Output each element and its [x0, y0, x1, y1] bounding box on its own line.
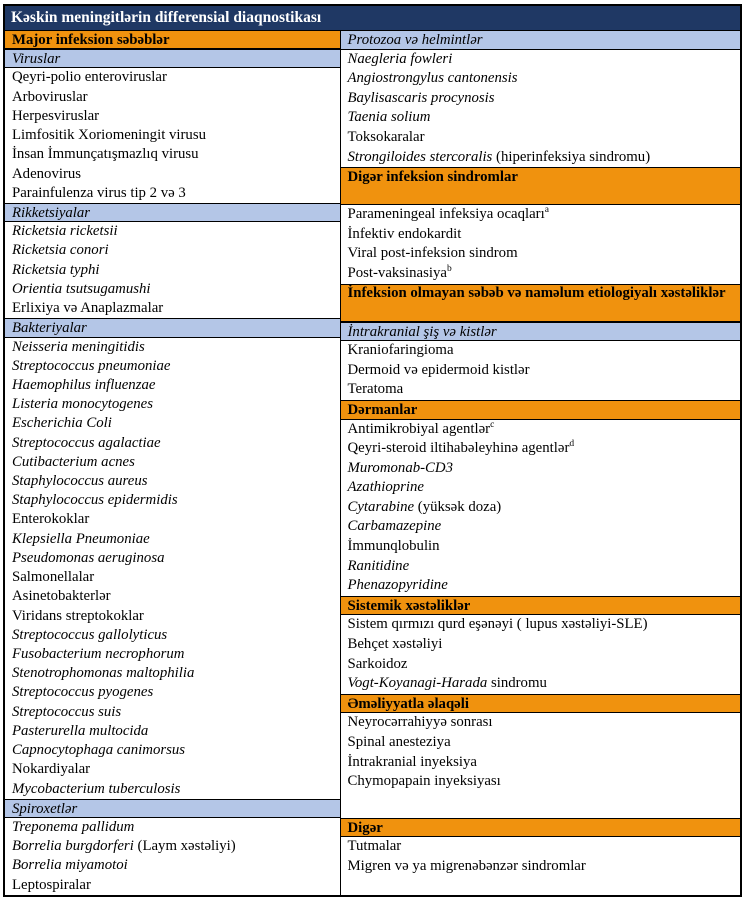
- table-row: [341, 361, 741, 381]
- table-row: [341, 459, 741, 479]
- table-row: [5, 472, 340, 491]
- section-header: [341, 30, 741, 50]
- table-row: [5, 280, 340, 299]
- row-text: Muromonab-CD3: [347, 459, 453, 476]
- table-row: [5, 856, 340, 875]
- table-row: [5, 587, 340, 606]
- row-text: Borrelia miyamotoi: [12, 857, 128, 874]
- footnote-marker: c: [490, 419, 495, 430]
- table-row: [5, 607, 340, 626]
- section-header: [341, 322, 741, 342]
- table-body: [5, 30, 740, 895]
- table-row: [341, 753, 741, 773]
- row-text: Streptococcus suis: [12, 703, 122, 720]
- row-text: Staphylococcus epidermidis: [12, 492, 178, 509]
- table-row: [341, 205, 741, 225]
- table-row: [5, 357, 340, 376]
- table-row: [5, 491, 340, 510]
- table-row: [341, 655, 741, 675]
- table-row: [341, 244, 741, 264]
- row-text: Naegleria fowleri: [347, 50, 453, 67]
- table-row: [341, 837, 741, 857]
- row-text: Limfositik Xoriomeningit virusu: [12, 127, 206, 144]
- diagnostics-table: [3, 4, 742, 897]
- row-text: Enterokoklar: [12, 511, 90, 528]
- row-text: Sistem qırmızı qurd eşənəyi ( lupus xəstəliyi-SLE): [347, 616, 648, 633]
- row-text: Streptococcus gallolyticus: [12, 626, 168, 643]
- table-row: [341, 225, 741, 245]
- table-row: [5, 818, 340, 837]
- table-row: [341, 420, 741, 440]
- table-row: [5, 530, 340, 549]
- row-text: Dermoid və epidermoid kistlər: [347, 361, 530, 378]
- row-text: Viruslar: [12, 51, 61, 68]
- row-text: İnfektiv endokardit: [347, 225, 462, 242]
- table-row: [341, 380, 741, 400]
- section-header: [341, 167, 741, 205]
- table-row: [341, 341, 741, 361]
- section-header: [5, 318, 340, 337]
- row-text: Arboviruslar: [12, 88, 88, 105]
- row-text: Streptococcus agalactiae: [12, 434, 161, 451]
- row-text: Cutibacterium acnes: [12, 453, 135, 470]
- row-text: Antimikrobiyal agentlər: [347, 420, 491, 437]
- table-row: [341, 89, 741, 109]
- table-row: [341, 148, 741, 168]
- table-row: [5, 434, 340, 453]
- empty-row: [341, 792, 741, 818]
- row-text: Neisseria meningitidis: [12, 338, 145, 355]
- table-row: [5, 414, 340, 433]
- row-text: Nokardiyalar: [12, 761, 91, 778]
- section-header: [5, 30, 340, 49]
- row-text: Teratoma: [347, 381, 404, 398]
- row-text: Streptococcus pyogenes: [12, 684, 154, 701]
- section-header: [341, 694, 741, 714]
- row-text: (Laym xəstəliyi): [133, 838, 236, 855]
- row-text: Baylisascaris procynosis: [347, 89, 495, 106]
- section-header: [341, 284, 741, 322]
- table-row: [341, 439, 741, 459]
- table-row: [341, 50, 741, 70]
- table-row: [5, 780, 340, 799]
- row-text: Viral post-infeksion sindrom: [347, 245, 518, 262]
- row-text: Erlixiya və Anaplazmalar: [12, 300, 164, 317]
- row-text: Viridans streptokoklar: [12, 607, 144, 624]
- row-text: Carbamazepine: [347, 518, 442, 535]
- row-text: Behçet xəstəliyi: [347, 636, 443, 653]
- table-row: [341, 557, 741, 577]
- row-text: Ricketsia conori: [12, 242, 109, 259]
- table-row: [5, 107, 340, 126]
- row-text: Spiroxetlər: [12, 800, 78, 817]
- row-text: Bakteriyalar: [12, 320, 87, 337]
- table-row: [5, 837, 340, 856]
- row-text: Ranitidine: [347, 557, 410, 574]
- footnote-marker: d: [569, 439, 575, 450]
- table-row: [341, 674, 741, 694]
- table-row: [5, 126, 340, 145]
- table-row: [5, 453, 340, 472]
- table-row: [341, 615, 741, 635]
- row-text: Capnocytophaga canimorsus: [12, 742, 186, 759]
- row-text: Qeyri-polio enteroviruslar: [12, 69, 167, 86]
- table-row: [5, 645, 340, 664]
- row-text: Chymopapain inyeksiyası: [347, 773, 501, 790]
- row-text: Fusobacterium necrophorum: [12, 646, 185, 662]
- table-row: [5, 741, 340, 760]
- row-text: Vogt-Koyanagi-Harada: [347, 675, 488, 692]
- table-row: [5, 510, 340, 529]
- row-text: Post-vaksinasiya: [347, 264, 447, 281]
- row-text: Taenia solium: [347, 109, 431, 126]
- section-header: [341, 400, 741, 420]
- table-row: [5, 664, 340, 683]
- row-text: Sistemik xəstəliklər: [347, 597, 471, 614]
- section-header: [341, 596, 741, 616]
- row-text: Mycobacterium tuberculosis: [12, 780, 181, 797]
- row-text: Əməliyyatla əlaqəli: [347, 695, 469, 712]
- table-row: [341, 478, 741, 498]
- table-row: [341, 264, 741, 284]
- row-text: Neyrocərrahiyyə sonrası: [347, 714, 493, 731]
- row-text: Parainfulenza virus tip 2 və 3: [12, 184, 186, 201]
- row-text: Streptococcus pneumoniae: [12, 357, 171, 374]
- row-text: Spinal anesteziya: [347, 734, 451, 750]
- row-text: Klepsiella Pneumoniae: [12, 530, 150, 547]
- section-header: [341, 818, 741, 838]
- table-row: [5, 549, 340, 568]
- table-row: [5, 703, 340, 722]
- row-text: sindromu: [487, 675, 547, 692]
- row-text: Ricketsia ricketsii: [12, 223, 118, 240]
- table-row: [5, 395, 340, 414]
- row-text: Major infeksion səbəblər: [12, 32, 170, 48]
- row-text: Stenotrophomonas maltophilia: [12, 665, 195, 682]
- row-text: Ricketsia typhi: [12, 261, 100, 278]
- table-row: [5, 376, 340, 395]
- row-text: İntrakranial şiş və kistlər: [347, 323, 497, 340]
- row-text: Toksokaralar: [347, 128, 425, 145]
- row-text: Migren və ya migrenəbənzər sindromlar: [347, 857, 586, 874]
- row-text: İmmunqlobulin: [347, 538, 440, 555]
- row-text: İnfeksion olmayan səbəb və naməlum etiologiyalı xəstəliklər: [347, 284, 726, 301]
- row-text: Strongiloides stercoralis: [347, 148, 493, 165]
- row-text: Kraniofaringioma: [347, 342, 454, 359]
- row-text: Escherichia Coli: [12, 415, 112, 432]
- row-text: Sarkoidoz: [347, 655, 408, 672]
- table-title: Kəskin meningitlərin differensial diaqnostikası: [5, 6, 740, 30]
- row-text: Borrelia burgdorferi: [12, 838, 134, 855]
- table-row: [341, 498, 741, 518]
- table-row: [341, 517, 741, 537]
- table-row: [5, 683, 340, 702]
- row-text: Parameningeal infeksiya ocaqları: [347, 206, 545, 223]
- row-text: Protozoa və helmintlər: [347, 32, 483, 48]
- row-text: İnsan İmmunçatışmazlıq virusu: [12, 146, 199, 163]
- row-text: Dərmanlar: [347, 401, 418, 418]
- table-row: [5, 145, 340, 164]
- row-text: Tutmalar: [347, 838, 402, 855]
- footnote-marker: b: [446, 264, 452, 275]
- table-row: [5, 760, 340, 779]
- section-header: [5, 203, 340, 222]
- row-text: Qeyri-steroid iltihabəleyhinə agentlər: [347, 440, 570, 457]
- footnote-marker: a: [544, 205, 549, 216]
- section-header: [5, 49, 340, 68]
- table-row: [5, 241, 340, 260]
- row-text: (yüksək doza): [414, 498, 502, 515]
- table-row: [341, 635, 741, 655]
- left-column: [5, 30, 341, 895]
- table-row: [341, 128, 741, 148]
- row-text: Adenovirus: [12, 165, 82, 182]
- row-text: Phenazopyridine: [347, 577, 448, 594]
- row-text: Orientia tsutsugamushi: [12, 280, 151, 297]
- table-row: [5, 68, 340, 87]
- table-row: [341, 857, 741, 877]
- table-row: [5, 338, 340, 357]
- table-row: [5, 184, 340, 203]
- row-text: Angiostrongylus cantonensis: [347, 70, 518, 87]
- row-text: Haemophilus influenzae: [12, 376, 156, 393]
- row-text: Treponema pallidum: [12, 818, 135, 835]
- table-row: [341, 576, 741, 596]
- row-text: Rikketsiyalar: [12, 204, 91, 221]
- row-text: Asinetobakterlər: [12, 588, 111, 605]
- row-text: Azathioprine: [347, 479, 424, 496]
- table-row: [5, 299, 340, 318]
- row-text: Staphylococcus aureus: [12, 473, 148, 490]
- table-row: [5, 722, 340, 741]
- row-text: Cytarabine: [347, 498, 415, 515]
- table-row: [341, 713, 741, 733]
- table-row: [341, 69, 741, 89]
- row-text: Leptospiralar: [12, 876, 91, 893]
- section-header: [5, 799, 340, 818]
- row-text: Herpesviruslar: [12, 107, 100, 124]
- table-row: [341, 733, 741, 753]
- row-text: Pseudomonas aeruginosa: [12, 549, 165, 566]
- table-row: [5, 165, 340, 184]
- row-text: Digər: [347, 819, 383, 836]
- row-text: (hiperinfeksiya sindromu): [492, 148, 651, 165]
- row-text: Salmonellalar: [12, 569, 95, 586]
- table-row: [341, 537, 741, 557]
- table-row: [5, 88, 340, 107]
- table-row: [341, 108, 741, 128]
- table-row: [5, 261, 340, 280]
- row-text: Pasterurella multocida: [12, 722, 149, 739]
- table-row: [5, 222, 340, 241]
- row-text: Digər infeksion sindromlar: [347, 169, 518, 186]
- table-row: [341, 772, 741, 792]
- table-row: [5, 626, 340, 645]
- right-column: [341, 30, 741, 895]
- row-text: Listeria monocytogenes: [12, 396, 153, 413]
- table-row: [5, 568, 340, 587]
- table-row: [5, 876, 340, 895]
- row-text: İntrakranial inyeksiya: [347, 753, 477, 770]
